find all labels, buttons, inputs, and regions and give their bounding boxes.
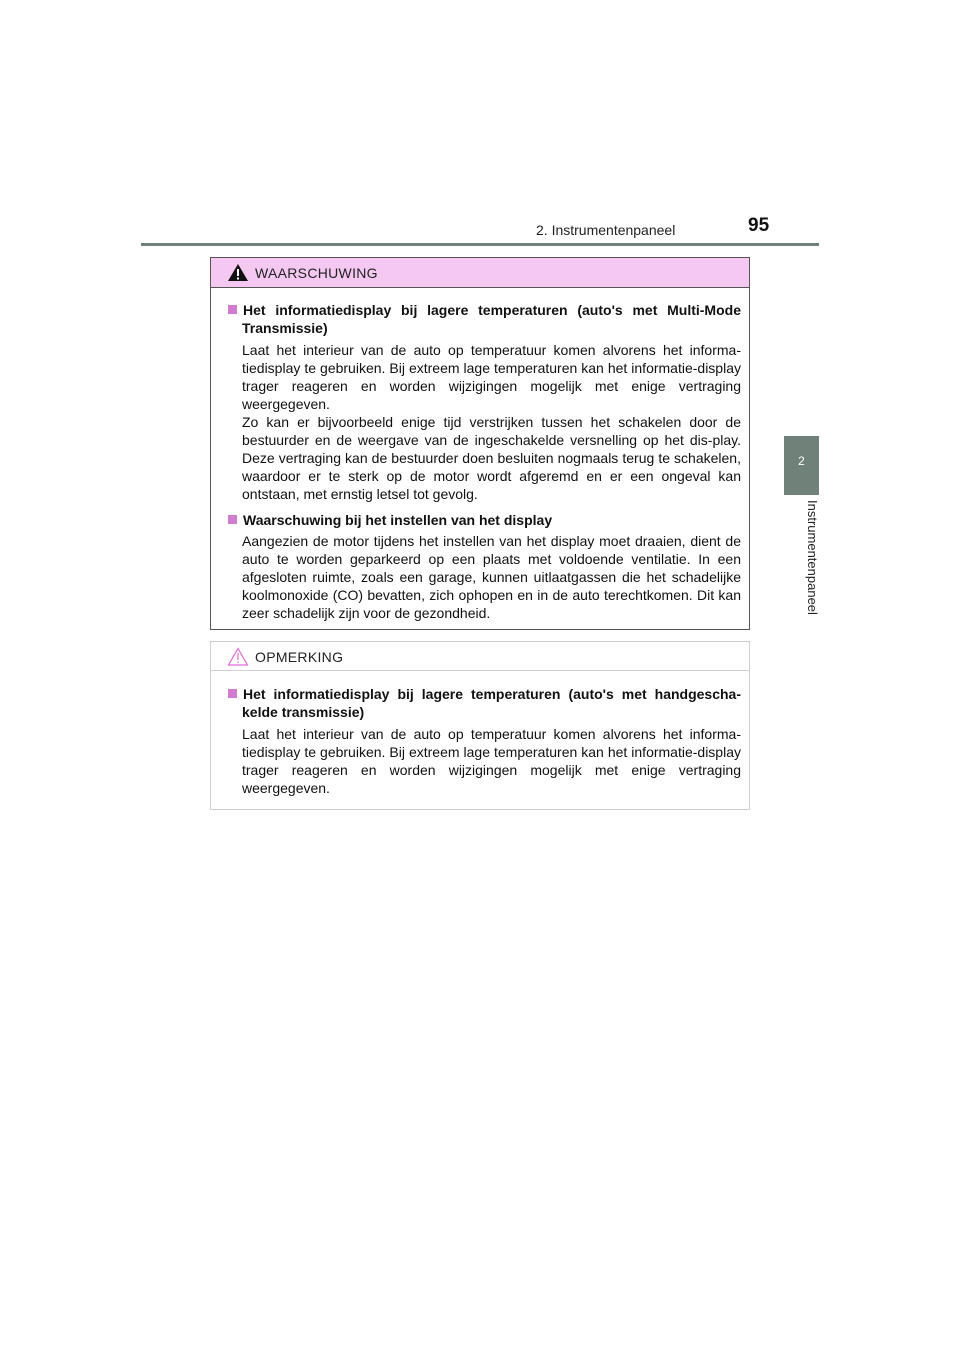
warning-paragraph: Aangezien de motor tijdens het instellen van het display moet draaien, dient de auto te worden geparkeerd op een plaats met voldoende ventilatie. In een afgesloten ruimte, zoals een garage, kunnen uitlaatgassen die het schadelijke koolmonoxide (CO) bevatten, zich ophopen en in de auto terechtkomen. Dit kan zeer schadelijk zijn voor de gezondheid.: [242, 533, 741, 621]
warning-box: [210, 257, 750, 630]
header-divider: [141, 243, 819, 246]
warning-paragraph: Laat het interieur van de auto op temperatuur komen alvorens het informa-tiedisplay te gebruiken. Bij extreem lage temperaturen kan het informatie-display trager reageren en worden wijzigingen mogelijk met enige vertraging weergegeven.: [242, 342, 741, 412]
warning-section-2: [211, 511, 749, 622]
warning-section-heading: [228, 301, 741, 337]
chapter-tab: 2: [784, 436, 819, 495]
note-header: [211, 642, 749, 671]
heading-text: Waarschuwing bij het instellen van het display: [243, 512, 553, 528]
heading-text: Het informatiedisplay bij lagere temperaturen (auto's met handgescha-kelde transmissie): [242, 686, 741, 720]
warning-section-1: [211, 301, 749, 503]
bullet-square-icon: [228, 305, 237, 314]
note-title: OPMERKING: [255, 649, 344, 665]
caution-triangle-outline-icon: [227, 647, 249, 666]
heading-text: Het informatiedisplay bij lagere temperaturen (auto's met Multi-Mode Transmissie): [242, 302, 741, 336]
bullet-square-icon: [228, 515, 237, 524]
note-box: [210, 641, 750, 810]
chapter-title: 2. Instrumentenpaneel: [536, 222, 676, 238]
bullet-square-icon: [228, 689, 237, 698]
warning-header: [211, 258, 749, 288]
warning-triangle-icon: [227, 263, 249, 282]
warning-paragraph: Zo kan er bijvoorbeeld enige tijd verstrijken tussen het schakelen door de bestuurder en de weergave van de ingeschakelde versnelling op het dis-play. Deze vertraging kan de bestuurder doen besluiten nogmaals terug te schakelen, waardoor er te sterk op de motor wordt afgeremd en er een ongeval kan ontstaan, met ernstig letsel tot gevolg.: [242, 414, 741, 502]
note-paragraph: Laat het interieur van de auto op temperatuur komen alvorens het informa-tiedisplay te gebruiken. Bij extreem lage temperaturen kan het informatie-display trager reageren en worden wijzigingen mogelijk met enige vertraging weergegeven.: [242, 726, 741, 796]
chapter-tab-label: Instrumentenpaneel: [805, 500, 820, 615]
note-section-heading: [228, 685, 741, 721]
warning-title: WAARSCHUWING: [255, 265, 378, 281]
page-number: 95: [748, 215, 770, 236]
note-section-1: [211, 685, 749, 797]
warning-section-heading: [228, 511, 741, 529]
